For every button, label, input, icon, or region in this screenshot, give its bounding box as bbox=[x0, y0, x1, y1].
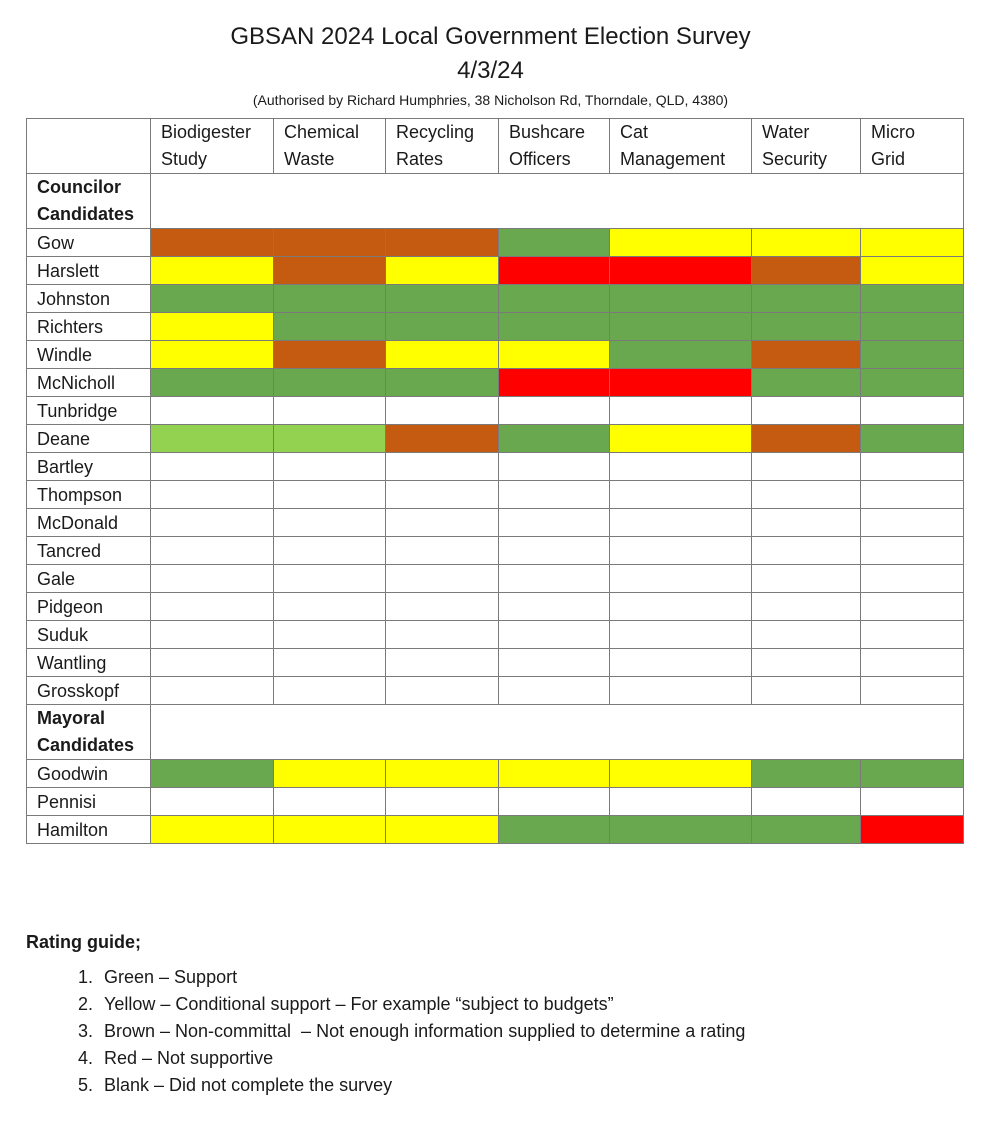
rating-cell-yellow bbox=[386, 257, 499, 285]
rating-cell-green bbox=[861, 285, 964, 313]
candidate-name: Thompson bbox=[27, 481, 151, 509]
column-header-line2: Waste bbox=[284, 149, 335, 169]
candidate-row bbox=[27, 509, 964, 537]
rating-cell-blank bbox=[274, 649, 386, 677]
rating-guide-list bbox=[26, 964, 745, 1099]
section-label-line2: Candidates bbox=[37, 735, 135, 755]
section-filler-cell bbox=[151, 174, 964, 229]
rating-cell-yellow bbox=[151, 257, 274, 285]
rating-cell-blank bbox=[386, 481, 499, 509]
rating-cell-blank bbox=[752, 649, 861, 677]
rating-cell-red bbox=[499, 369, 610, 397]
rating-cell-red bbox=[861, 816, 964, 844]
rating-cell-blank bbox=[610, 397, 752, 425]
column-header-line1: Recycling bbox=[396, 122, 475, 142]
candidate-row bbox=[27, 229, 964, 257]
rating-cell-green bbox=[752, 369, 861, 397]
rating-cell-lgreen bbox=[274, 425, 386, 453]
rating-cell-blank bbox=[274, 621, 386, 649]
rating-cell-brown bbox=[752, 257, 861, 285]
rating-cell-blank bbox=[610, 537, 752, 565]
rating-cell-blank bbox=[151, 453, 274, 481]
rating-cell-green bbox=[386, 313, 499, 341]
column-header bbox=[752, 119, 861, 174]
rating-cell-blank bbox=[752, 788, 861, 816]
candidate-name: Pennisi bbox=[27, 788, 151, 816]
rating-cell-brown bbox=[752, 425, 861, 453]
rating-cell-blank bbox=[274, 677, 386, 705]
rating-cell-green bbox=[499, 816, 610, 844]
rating-cell-yellow bbox=[610, 760, 752, 788]
candidate-row bbox=[27, 816, 964, 844]
column-header-line2: Study bbox=[161, 149, 208, 169]
column-header-line2: Security bbox=[762, 149, 828, 169]
rating-cell-yellow bbox=[610, 229, 752, 257]
rating-cell-green bbox=[151, 760, 274, 788]
rating-cell-blank bbox=[861, 593, 964, 621]
rating-cell-green bbox=[499, 285, 610, 313]
rating-cell-blank bbox=[752, 537, 861, 565]
candidate-name: Deane bbox=[27, 425, 151, 453]
column-header-line2: Management bbox=[620, 149, 726, 169]
rating-cell-blank bbox=[274, 593, 386, 621]
candidate-row bbox=[27, 257, 964, 285]
column-header-line2: Rates bbox=[396, 149, 444, 169]
candidate-name: Tunbridge bbox=[27, 397, 151, 425]
rating-cell-blank bbox=[274, 509, 386, 537]
rating-cell-green bbox=[861, 760, 964, 788]
candidate-row bbox=[27, 537, 964, 565]
survey-table bbox=[26, 118, 964, 844]
candidate-row bbox=[27, 621, 964, 649]
candidate-name: Bartley bbox=[27, 453, 151, 481]
candidate-row bbox=[27, 285, 964, 313]
candidate-row bbox=[27, 677, 964, 705]
rating-cell-blank bbox=[499, 397, 610, 425]
rating-cell-blank bbox=[610, 788, 752, 816]
rating-cell-green bbox=[499, 425, 610, 453]
candidate-name: Goodwin bbox=[27, 760, 151, 788]
rating-cell-blank bbox=[610, 593, 752, 621]
rating-cell-red bbox=[499, 257, 610, 285]
rating-cell-blank bbox=[861, 509, 964, 537]
rating-cell-blank bbox=[752, 593, 861, 621]
candidate-name: Pidgeon bbox=[27, 593, 151, 621]
rating-cell-blank bbox=[499, 565, 610, 593]
authorisation-line: (Authorised by Richard Humphries, 38 Nicholson Rd, Thorndale, QLD, 4380) bbox=[252, 92, 729, 108]
candidate-name: Suduk bbox=[27, 621, 151, 649]
section-filler-cell bbox=[151, 705, 964, 760]
column-header-line1: Water bbox=[762, 122, 810, 142]
rating-cell-blank bbox=[499, 621, 610, 649]
rating-cell-blank bbox=[752, 621, 861, 649]
survey-table-body bbox=[27, 119, 964, 844]
rating-cell-blank bbox=[610, 621, 752, 649]
rating-cell-blank bbox=[386, 677, 499, 705]
column-header bbox=[386, 119, 499, 174]
rating-cell-brown bbox=[752, 341, 861, 369]
rating-cell-red bbox=[610, 257, 752, 285]
candidate-name: Johnston bbox=[27, 285, 151, 313]
rating-guide-item: 5. Blank – Did not complete the survey bbox=[98, 1072, 745, 1099]
rating-cell-blank bbox=[151, 509, 274, 537]
rating-cell-blank bbox=[151, 481, 274, 509]
rating-cell-green bbox=[861, 425, 964, 453]
rating-cell-green bbox=[151, 369, 274, 397]
rating-cell-blank bbox=[151, 621, 274, 649]
rating-cell-blank bbox=[861, 565, 964, 593]
rating-cell-brown bbox=[274, 341, 386, 369]
rating-guide-item: 2. Yellow – Conditional support – For example “subject to budgets” bbox=[98, 991, 745, 1018]
section-label-line1: Councilor bbox=[37, 177, 121, 197]
candidate-name: Harslett bbox=[27, 257, 151, 285]
rating-cell-blank bbox=[610, 677, 752, 705]
rating-guide-item: 4. Red – Not supportive bbox=[98, 1045, 745, 1072]
rating-cell-blank bbox=[151, 397, 274, 425]
column-header-line1: Chemical bbox=[284, 122, 360, 142]
column-header bbox=[151, 119, 274, 174]
rating-cell-blank bbox=[386, 565, 499, 593]
candidate-row bbox=[27, 341, 964, 369]
rating-cell-yellow bbox=[861, 257, 964, 285]
rating-cell-green bbox=[386, 285, 499, 313]
rating-cell-blank bbox=[499, 649, 610, 677]
survey-date: 4/3/24 bbox=[457, 57, 524, 84]
rating-cell-yellow bbox=[151, 313, 274, 341]
rating-cell-blank bbox=[499, 677, 610, 705]
candidate-row bbox=[27, 397, 964, 425]
rating-cell-green bbox=[752, 816, 861, 844]
rating-cell-blank bbox=[386, 509, 499, 537]
rating-cell-blank bbox=[861, 453, 964, 481]
rating-cell-blank bbox=[274, 397, 386, 425]
rating-cell-green bbox=[386, 369, 499, 397]
candidate-name: McNicholl bbox=[27, 369, 151, 397]
rating-cell-blank bbox=[151, 565, 274, 593]
rating-cell-blank bbox=[861, 677, 964, 705]
rating-cell-blank bbox=[499, 481, 610, 509]
column-header-line1: Biodigester bbox=[161, 122, 252, 142]
rating-cell-blank bbox=[499, 509, 610, 537]
rating-cell-green bbox=[861, 313, 964, 341]
candidate-name: Hamilton bbox=[27, 816, 151, 844]
rating-cell-blank bbox=[386, 593, 499, 621]
section-label-line1: Mayoral bbox=[37, 708, 106, 728]
rating-cell-yellow bbox=[151, 341, 274, 369]
rating-cell-lgreen bbox=[151, 425, 274, 453]
rating-cell-green bbox=[610, 341, 752, 369]
rating-cell-blank bbox=[274, 537, 386, 565]
rating-cell-blank bbox=[861, 481, 964, 509]
rating-cell-brown bbox=[386, 229, 499, 257]
rating-cell-blank bbox=[274, 453, 386, 481]
rating-cell-blank bbox=[752, 481, 861, 509]
rating-cell-green bbox=[274, 285, 386, 313]
candidate-row bbox=[27, 453, 964, 481]
column-header-line1: Bushcare bbox=[509, 122, 586, 142]
rating-cell-blank bbox=[274, 788, 386, 816]
rating-cell-green bbox=[861, 369, 964, 397]
section-row bbox=[27, 705, 964, 760]
rating-cell-yellow bbox=[752, 229, 861, 257]
column-header bbox=[861, 119, 964, 174]
rating-cell-blank bbox=[386, 788, 499, 816]
rating-cell-yellow bbox=[861, 229, 964, 257]
rating-cell-blank bbox=[861, 788, 964, 816]
rating-cell-blank bbox=[386, 621, 499, 649]
rating-cell-blank bbox=[610, 453, 752, 481]
header-row bbox=[27, 119, 964, 174]
rating-guide-item: 1. Green – Support bbox=[98, 964, 745, 991]
candidate-row bbox=[27, 760, 964, 788]
candidate-name: Tancred bbox=[27, 537, 151, 565]
rating-cell-green bbox=[499, 313, 610, 341]
rating-cell-blank bbox=[499, 788, 610, 816]
column-header bbox=[610, 119, 752, 174]
rating-cell-yellow bbox=[386, 760, 499, 788]
rating-cell-red bbox=[610, 369, 752, 397]
column-header bbox=[274, 119, 386, 174]
rating-cell-blank bbox=[610, 509, 752, 537]
rating-cell-brown bbox=[274, 257, 386, 285]
rating-cell-blank bbox=[752, 397, 861, 425]
rating-cell-green bbox=[752, 285, 861, 313]
rating-cell-blank bbox=[610, 565, 752, 593]
section-label bbox=[27, 705, 151, 760]
rating-cell-blank bbox=[386, 453, 499, 481]
rating-cell-green bbox=[610, 816, 752, 844]
rating-cell-yellow bbox=[499, 760, 610, 788]
header-corner-cell bbox=[27, 119, 151, 174]
rating-cell-blank bbox=[861, 397, 964, 425]
rating-cell-green bbox=[861, 341, 964, 369]
rating-cell-yellow bbox=[386, 341, 499, 369]
rating-cell-blank bbox=[151, 677, 274, 705]
rating-cell-blank bbox=[151, 649, 274, 677]
rating-cell-yellow bbox=[499, 341, 610, 369]
candidate-name: Windle bbox=[27, 341, 151, 369]
rating-cell-blank bbox=[499, 537, 610, 565]
candidate-row bbox=[27, 649, 964, 677]
rating-cell-blank bbox=[151, 788, 274, 816]
rating-cell-blank bbox=[861, 621, 964, 649]
candidate-name: Grosskopf bbox=[27, 677, 151, 705]
rating-cell-blank bbox=[752, 509, 861, 537]
section-label bbox=[27, 174, 151, 229]
rating-cell-blank bbox=[752, 453, 861, 481]
rating-cell-brown bbox=[274, 229, 386, 257]
section-row bbox=[27, 174, 964, 229]
candidate-name: Wantling bbox=[27, 649, 151, 677]
rating-cell-yellow bbox=[274, 816, 386, 844]
candidate-row bbox=[27, 369, 964, 397]
column-header-line2: Officers bbox=[509, 149, 571, 169]
rating-cell-blank bbox=[861, 649, 964, 677]
rating-cell-blank bbox=[274, 481, 386, 509]
rating-cell-green bbox=[610, 285, 752, 313]
rating-cell-green bbox=[752, 760, 861, 788]
rating-guide-item: 3. Brown – Non-committal – Not enough information supplied to determine a rating bbox=[98, 1018, 745, 1045]
candidate-name: McDonald bbox=[27, 509, 151, 537]
rating-cell-green bbox=[274, 313, 386, 341]
candidate-row bbox=[27, 313, 964, 341]
column-header-line1: Micro bbox=[871, 122, 915, 142]
rating-cell-green bbox=[274, 369, 386, 397]
rating-cell-blank bbox=[151, 537, 274, 565]
candidate-row bbox=[27, 565, 964, 593]
rating-cell-blank bbox=[499, 453, 610, 481]
rating-cell-blank bbox=[499, 593, 610, 621]
rating-cell-blank bbox=[274, 565, 386, 593]
rating-cell-yellow bbox=[274, 760, 386, 788]
rating-cell-blank bbox=[386, 397, 499, 425]
rating-cell-green bbox=[610, 313, 752, 341]
rating-cell-blank bbox=[386, 537, 499, 565]
rating-cell-blank bbox=[752, 565, 861, 593]
rating-cell-blank bbox=[610, 649, 752, 677]
candidate-row bbox=[27, 481, 964, 509]
candidate-name: Richters bbox=[27, 313, 151, 341]
rating-cell-yellow bbox=[610, 425, 752, 453]
candidate-name: Gale bbox=[27, 565, 151, 593]
page-title: GBSAN 2024 Local Government Election Survey bbox=[230, 23, 751, 50]
candidate-name: Gow bbox=[27, 229, 151, 257]
rating-cell-brown bbox=[386, 425, 499, 453]
rating-cell-yellow bbox=[151, 816, 274, 844]
column-header-line1: Cat bbox=[620, 122, 649, 142]
candidate-row bbox=[27, 425, 964, 453]
column-header-line2: Grid bbox=[871, 149, 906, 169]
rating-cell-blank bbox=[386, 649, 499, 677]
section-label-line2: Candidates bbox=[37, 204, 135, 224]
rating-cell-blank bbox=[151, 593, 274, 621]
rating-cell-green bbox=[499, 229, 610, 257]
rating-cell-blank bbox=[610, 481, 752, 509]
candidate-row bbox=[27, 593, 964, 621]
rating-cell-blank bbox=[752, 677, 861, 705]
rating-guide-title: Rating guide; bbox=[26, 932, 141, 952]
rating-cell-green bbox=[752, 313, 861, 341]
rating-cell-green bbox=[151, 285, 274, 313]
candidate-row bbox=[27, 788, 964, 816]
rating-cell-blank bbox=[861, 537, 964, 565]
rating-cell-yellow bbox=[386, 816, 499, 844]
rating-cell-brown bbox=[151, 229, 274, 257]
column-header bbox=[499, 119, 610, 174]
